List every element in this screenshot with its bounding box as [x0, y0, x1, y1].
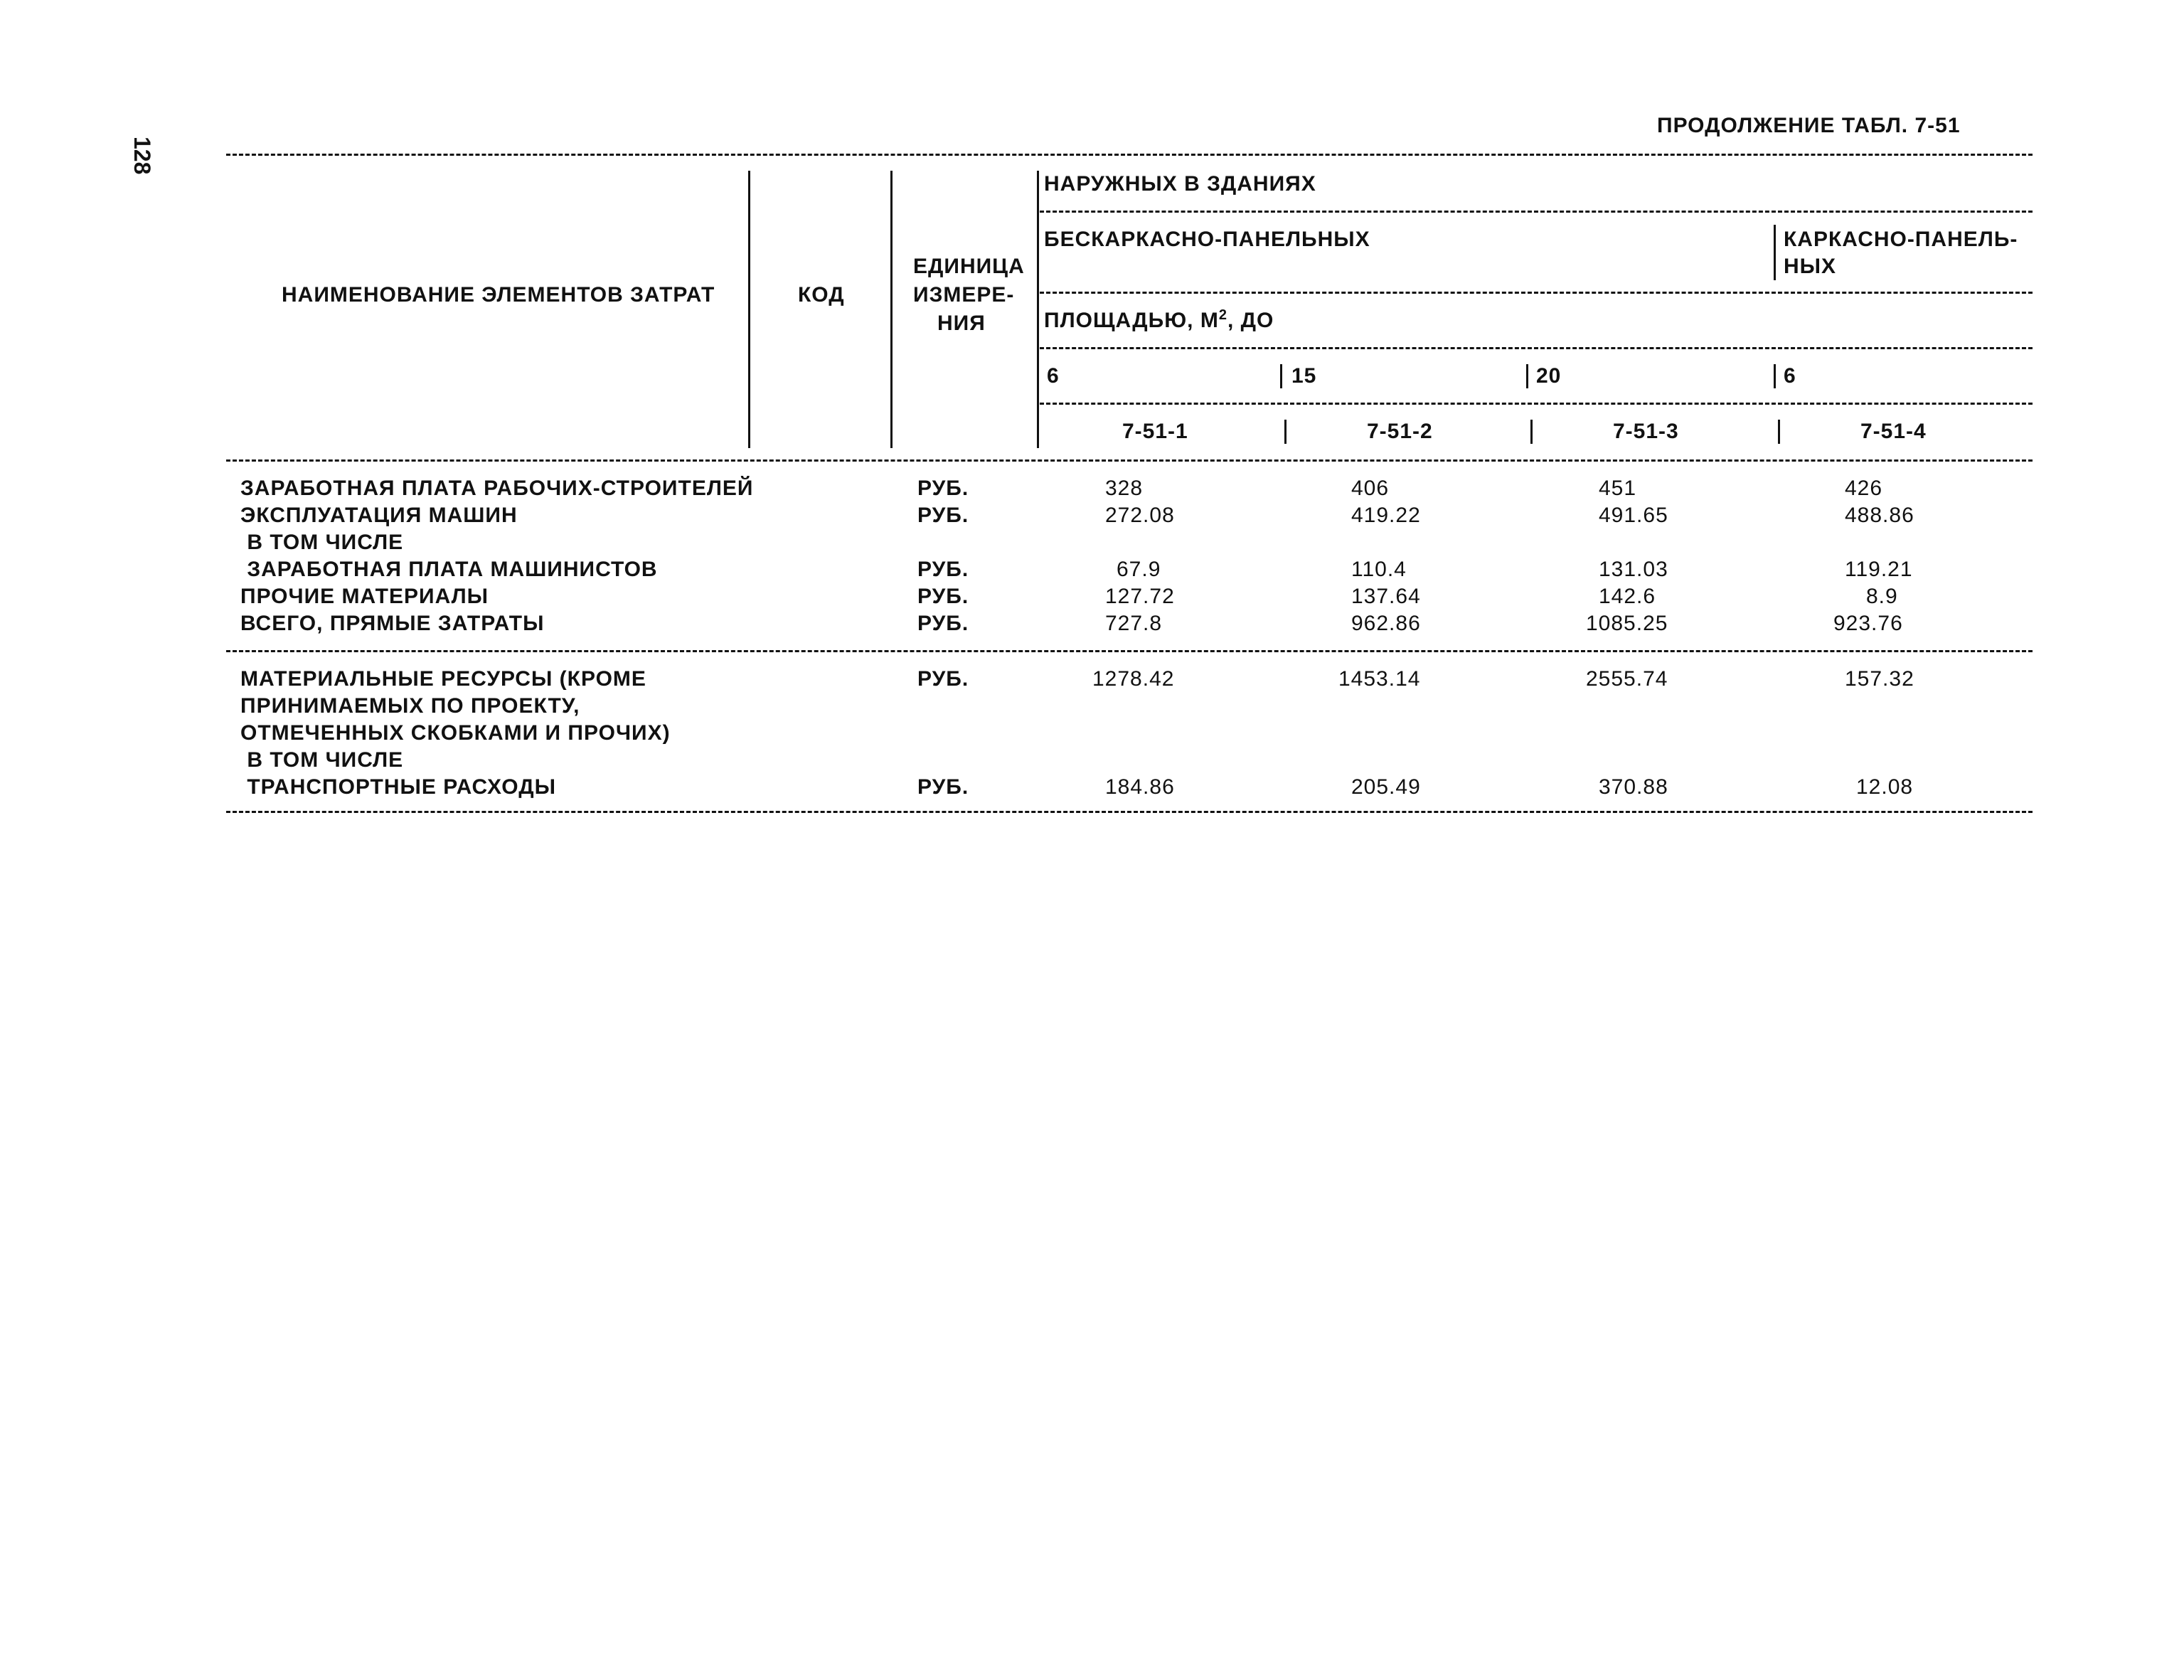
header-area-label: ПЛОЩАДЬЮ, $М^2$, ДО: [1044, 307, 1274, 332]
row-value-3: 1085.25: [1586, 612, 1668, 635]
row-name: ПРОЧИЕ МАТЕРИАЛЫ: [240, 585, 489, 608]
row-value-4: 119.21: [1845, 558, 1913, 581]
rule-top: [226, 154, 2033, 156]
row-value-3: 451: [1599, 477, 1637, 500]
row-unit: РУБ.: [917, 585, 969, 608]
row-value-1: 328: [1105, 477, 1144, 500]
header-unit-line3: НИЯ: [937, 312, 986, 335]
col-divider-name: [748, 171, 750, 448]
area-divider-2: [1280, 364, 1282, 388]
row-unit: РУБ.: [917, 612, 969, 635]
row-unit: РУБ.: [917, 667, 969, 691]
header-sub-left: БЕСКАРКАСНО-ПАНЕЛЬНЫХ: [1044, 228, 1370, 251]
row-value-4: 488.86: [1845, 504, 1914, 527]
header-sub-right-line1: КАРКАСНО-ПАНЕЛЬ-: [1784, 228, 2018, 251]
row-unit: РУБ.: [917, 558, 969, 581]
row-name: В ТОМ ЧИСЛЕ: [240, 748, 404, 772]
row-value-2: 110.4: [1351, 558, 1407, 581]
row-name: ТРАНСПОРТНЫЕ РАСХОДЫ: [240, 775, 556, 799]
header-name-col: НАИМЕНОВАНИЕ ЭЛЕМЕНТОВ ЗАТРАТ: [282, 283, 715, 307]
row-unit: РУБ.: [917, 504, 969, 527]
rule-codes: [1040, 403, 2033, 405]
row-value-3: 131.03: [1599, 558, 1668, 581]
rule-sub: [1040, 292, 2033, 294]
area-divider-4: [1774, 364, 1776, 388]
row-name: ПРИНИМАЕМЫХ ПО ПРОЕКТУ,: [240, 694, 580, 718]
header-area-3: 20: [1536, 364, 1562, 388]
row-value-4: 426: [1845, 477, 1883, 500]
row-value-3: 142.6: [1599, 585, 1656, 608]
row-name: ЗАРАБОТНАЯ ПЛАТА РАБОЧИХ-СТРОИТЕЛЕЙ: [240, 477, 754, 500]
area-divider-3: [1526, 364, 1528, 388]
header-area-4: 6: [1784, 364, 1796, 388]
header-group: НАРУЖНЫХ В ЗДАНИЯХ: [1044, 172, 1316, 196]
row-name: В ТОМ ЧИСЛЕ: [240, 531, 404, 554]
code-divider-4: [1778, 420, 1780, 444]
row-unit: РУБ.: [917, 775, 969, 799]
rule-area: [1040, 347, 2033, 349]
header-unit-line2: ИЗМЕРЕ-: [913, 283, 1015, 307]
header-sub-right-line2: НЫХ: [1784, 255, 1837, 278]
header-code-3: 7-51-3: [1613, 420, 1679, 443]
header-unit-line1: ЕДИНИЦА: [913, 255, 1025, 278]
row-name: ВСЕГО, ПРЯМЫЕ ЗАТРАТЫ: [240, 612, 545, 635]
row-value-2: 419.22: [1351, 504, 1421, 527]
header-code-col: КОД: [798, 283, 845, 307]
rule-group: [1040, 211, 2033, 213]
row-value-1: 184.86: [1105, 775, 1175, 799]
row-name: МАТЕРИАЛЬНЫЕ РЕСУРСЫ (КРОМЕ: [240, 667, 646, 691]
rule-section-separator: [226, 650, 2033, 652]
row-value-4: 8.9: [1866, 585, 1898, 608]
col-divider-unit: [1037, 171, 1039, 448]
row-name: ОТМЕЧЕННЫХ СКОБКАМИ И ПРОЧИХ): [240, 721, 671, 745]
row-value-4: 923.76: [1833, 612, 1903, 635]
col-divider-code: [890, 171, 893, 448]
row-value-3: 370.88: [1599, 775, 1668, 799]
sub-divider: [1774, 225, 1776, 280]
header-code-1: 7-51-1: [1122, 420, 1188, 443]
code-divider-2: [1284, 420, 1287, 444]
row-name: ЭКСПЛУАТАЦИЯ МАШИН: [240, 504, 518, 527]
row-value-1: 727.8: [1105, 612, 1163, 635]
page-number: 128: [129, 137, 155, 175]
row-value-2: 1453.14: [1338, 667, 1421, 691]
code-divider-3: [1530, 420, 1533, 444]
row-name: ЗАРАБОТНАЯ ПЛАТА МАШИНИСТОВ: [240, 558, 658, 581]
row-value-2: 205.49: [1351, 775, 1421, 799]
row-value-4: 157.32: [1845, 667, 1914, 691]
header-area-1: 6: [1047, 364, 1060, 388]
header-code-2: 7-51-2: [1367, 420, 1433, 443]
header-code-4: 7-51-4: [1860, 420, 1927, 443]
row-value-1: 67.9: [1117, 558, 1161, 581]
row-value-1: 127.72: [1105, 585, 1175, 608]
row-value-2: 137.64: [1351, 585, 1421, 608]
row-unit: РУБ.: [917, 477, 969, 500]
row-value-2: 962.86: [1351, 612, 1421, 635]
row-value-3: 2555.74: [1586, 667, 1668, 691]
table-caption: ПРОДОЛЖЕНИЕ ТАБЛ. 7-51: [1657, 114, 1961, 137]
row-value-3: 491.65: [1599, 504, 1668, 527]
row-value-4: 12.08: [1856, 775, 1914, 799]
rule-header-bottom: [226, 459, 2033, 462]
row-value-2: 406: [1351, 477, 1390, 500]
header-area-2: 15: [1291, 364, 1317, 388]
rule-bottom: [226, 811, 2033, 813]
row-value-1: 272.08: [1105, 504, 1175, 527]
row-value-1: 1278.42: [1092, 667, 1175, 691]
